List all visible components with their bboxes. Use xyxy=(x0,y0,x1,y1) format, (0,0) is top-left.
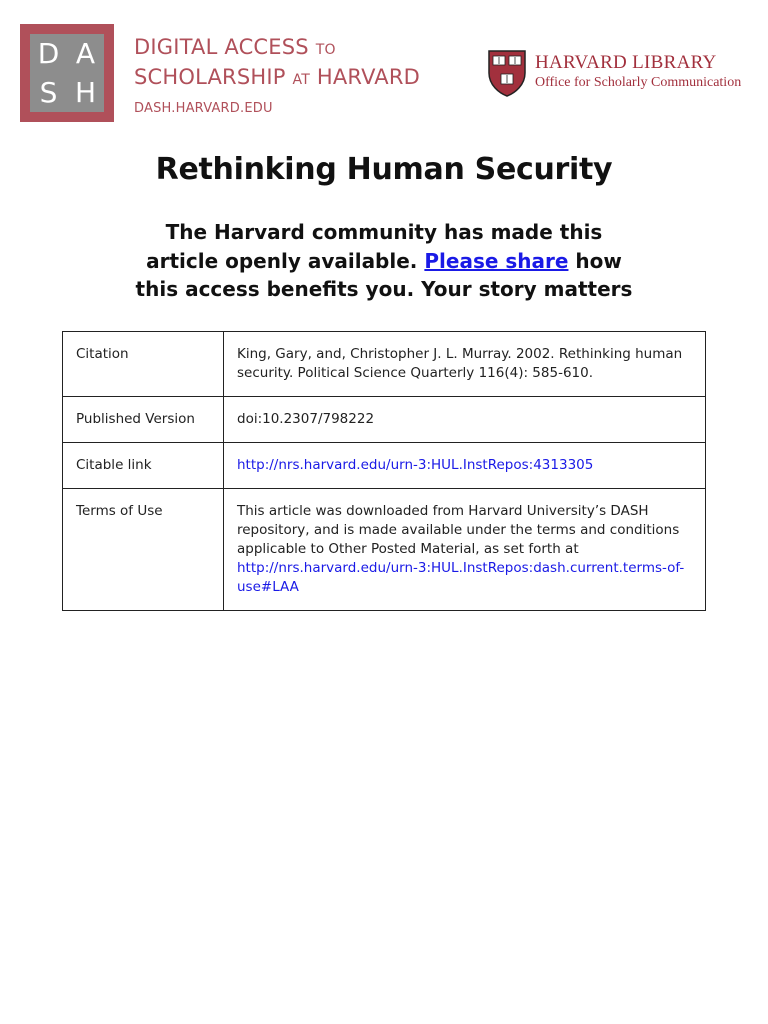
dash-line2-end: HARVARD xyxy=(316,65,421,89)
dash-logo[interactable] xyxy=(20,24,114,122)
dash-wordmark-line1 xyxy=(134,34,420,64)
harvard-shield-icon xyxy=(487,49,527,97)
header xyxy=(0,0,768,130)
citable-link-label: Citable link xyxy=(63,443,224,489)
dash-logo-letter-d: D xyxy=(37,37,60,70)
table-row xyxy=(63,443,706,489)
share-line2 xyxy=(0,247,768,276)
terms-of-use-link[interactable]: http://nrs.harvard.edu/urn-3:HUL.InstRepos:dash.current.terms-of-use#LAA xyxy=(237,560,685,595)
share-line2-before: article openly available. xyxy=(146,248,418,273)
terms-of-use-cell xyxy=(224,489,706,611)
dash-logo-grid xyxy=(30,34,104,112)
share-line3: this access benefits you. Your story matters xyxy=(135,277,633,301)
dash-logo-letter-h: H xyxy=(74,76,97,109)
share-message xyxy=(0,218,768,304)
dash-logo-letter-s: S xyxy=(39,76,58,109)
library-title: HARVARD LIBRARY xyxy=(535,52,717,73)
table-row xyxy=(63,332,706,397)
metadata-table xyxy=(62,331,706,611)
dash-line2-main: SCHOLARSHIP xyxy=(134,65,286,89)
harvard-library-wordmark xyxy=(535,52,741,92)
table-row xyxy=(63,397,706,443)
citable-link-cell xyxy=(224,443,706,489)
share-line1: The Harvard community has made this xyxy=(165,220,603,244)
please-share-link[interactable]: Please share xyxy=(424,248,569,273)
terms-of-use-text: This article was downloaded from Harvard University’s DASH repository, and is made available under the terms and conditions applicable to Other Posted Material, as set forth at xyxy=(237,503,680,557)
citation-value: King, Gary, and, Christopher J. L. Murray. 2002. Rethinking human security. Political Science Quarterly 116(4): 585-610. xyxy=(224,332,706,397)
share-line2-after: how xyxy=(575,248,622,273)
published-version-label: Published Version xyxy=(63,397,224,443)
dash-url[interactable]: DASH.HARVARD.EDU xyxy=(134,101,273,116)
dash-line2-small: AT xyxy=(292,72,310,88)
dash-line1-small: TO xyxy=(315,42,336,58)
terms-of-use-label: Terms of Use xyxy=(63,489,224,611)
citable-link[interactable]: http://nrs.harvard.edu/urn-3:HUL.InstRepos:4313305 xyxy=(237,457,594,473)
page-title: Rethinking Human Security xyxy=(155,152,613,187)
library-subtitle: Office for Scholarly Communication xyxy=(535,75,742,90)
dash-logo-letter-a: A xyxy=(75,37,96,70)
citation-label: Citation xyxy=(63,332,224,397)
published-version-value: doi:10.2307/798222 xyxy=(224,397,706,443)
dash-wordmark xyxy=(134,34,420,116)
dash-wordmark-line2 xyxy=(134,64,420,94)
table-row xyxy=(63,489,706,611)
dash-line1-main: DIGITAL ACCESS xyxy=(134,35,309,59)
